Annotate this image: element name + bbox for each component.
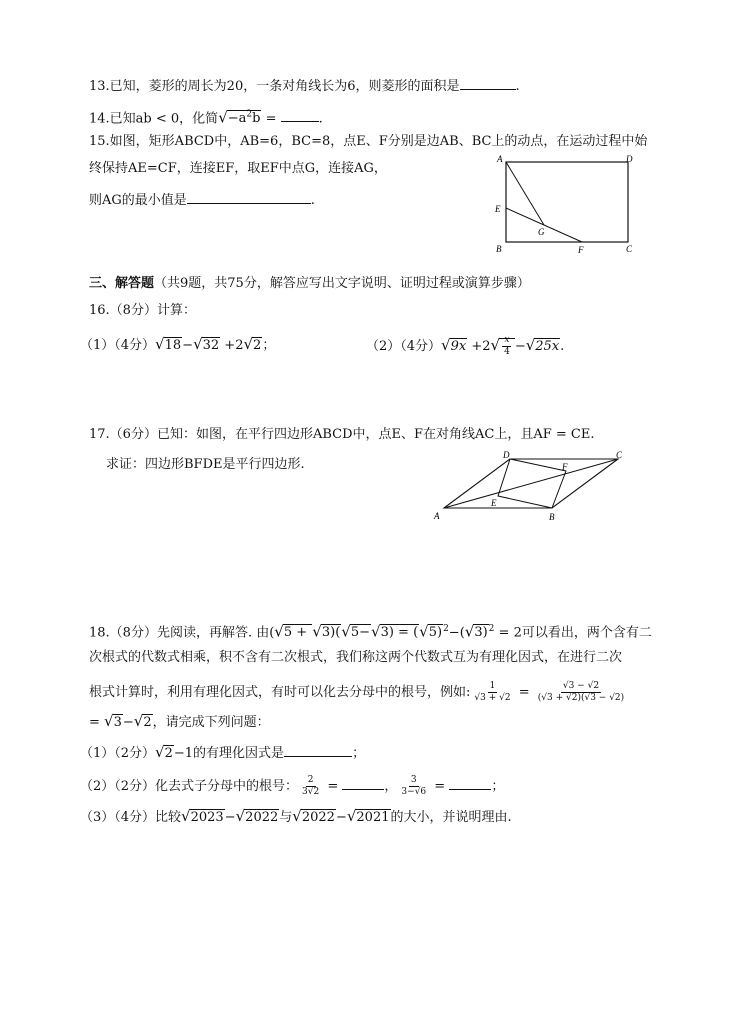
q18-l4-r1: 3 (113, 715, 122, 730)
q18-line-2: 次根式的代数式相乘，积不含有二次根式，我们称这两个代数式互为有理化因式，在进行二次 (89, 650, 623, 665)
q17-line-1: 17.（6分）已知：如图，在平行四边形ABCD中，点E、F在对角线AC上，且AF = CE. (89, 427, 595, 442)
q15-end: . (310, 193, 315, 208)
q18-example-frac-1 (472, 681, 512, 704)
q18-p3-r3: 2022 (301, 810, 335, 825)
q16-p2-den: 4 (504, 347, 510, 357)
q18-l1-h: 3) (474, 625, 488, 641)
sqrt-symbol: √ (243, 335, 254, 353)
q18-l1-c: 3)( (321, 625, 341, 641)
q18-l1-d: 5− (350, 625, 371, 641)
label-d: D (503, 450, 510, 460)
q16-p1-op2: +2 (220, 338, 244, 353)
q18-l4-r2: 2 (143, 715, 152, 730)
q16-p1-rad-2: 32 (202, 338, 220, 353)
q18-l1-e: 3) = ( (380, 625, 419, 641)
q15-answer-blank[interactable] (187, 191, 311, 204)
sqrt-symbol: √ (218, 108, 228, 127)
q18-ex-num2: √3 − √2 (562, 681, 600, 691)
q16-p1-end: ； (262, 338, 276, 353)
section-3-heading (89, 275, 530, 293)
q18-p2-frac-1 (300, 775, 321, 798)
q16-p2-end: . (560, 339, 565, 354)
q15-line-3 (89, 191, 315, 210)
q18-l1-i: = 2可以看出，两个含有二 (494, 625, 652, 641)
q16-p2-frac-rad (499, 335, 515, 357)
q18-p3-m2: − (335, 810, 347, 825)
sqrt-symbol: √ (292, 807, 302, 825)
sqrt-symbol: √ (419, 622, 429, 641)
sqrt-symbol: √ (341, 622, 351, 641)
q18-line-4 (89, 712, 270, 732)
q15-rectangle-figure (490, 152, 640, 258)
q18-p2-f1n: 2 (307, 775, 314, 785)
q13-text: 13.已知，菱形的周长为20，一条对角线长为6，则菱形的面积是 (89, 79, 460, 94)
q13-answer-blank[interactable] (460, 77, 516, 90)
q18-p2-eq2: = (430, 779, 450, 794)
q18-p3-r2: 2022 (245, 810, 279, 825)
segment-ag (506, 162, 544, 225)
q18-p2-mid: ， (384, 779, 398, 794)
sqrt-symbol: √ (133, 712, 144, 730)
q15-line-3-text: 则AG的最小值是 (89, 193, 187, 208)
q18-part-2 (80, 775, 504, 798)
q18-p1-rad: 2 (164, 746, 173, 761)
q16-head: 16.（8分）计算： (89, 303, 196, 318)
question-13 (89, 77, 520, 96)
q14-prefix: 14.已知ab < 0，化简 (89, 111, 219, 127)
q14-end: . (318, 111, 323, 127)
question-14 (89, 106, 323, 128)
q18-l1-a: 18.（8分）先阅读，再解答. 由( (89, 625, 275, 641)
q18-square-2: 2 (488, 624, 495, 634)
q18-p1-end: ； (352, 746, 366, 761)
q18-p2-label: （2）（2分）化去式子分母中的根号： (80, 779, 299, 794)
q16-p1-op1: − (182, 338, 194, 353)
q18-p3-label: （3）（4分）比较 (80, 810, 182, 825)
sqrt-symbol: √ (274, 622, 284, 641)
label-d: D (626, 154, 633, 164)
q18-ex-eq: = (514, 685, 534, 700)
q18-l4-c: ，请完成下列问题： (152, 715, 270, 730)
q18-ex-num1: 1 (489, 681, 496, 691)
q18-p3-m1: − (224, 810, 236, 825)
q18-p3-text: 的大小，并说明理由. (390, 810, 512, 825)
label-e: E (491, 498, 497, 508)
label-c: C (626, 244, 633, 254)
q18-l1-g: −( (448, 625, 465, 641)
q18-p2-f2d: 3−√6 (401, 787, 427, 797)
section-3-title: 三、解答题 (89, 276, 155, 291)
q17-parallelogram-figure (432, 448, 632, 526)
q16-p2-op1: +2 (467, 339, 491, 354)
q18-l4-a: = (89, 715, 105, 730)
sqrt-symbol: √ (312, 622, 322, 641)
q18-p2-frac-2 (399, 775, 428, 798)
sqrt-symbol: √ (441, 336, 451, 354)
label-f: F (562, 462, 568, 472)
q18-p1-label: （1）（2分） (80, 746, 156, 761)
q18-example-frac-2 (536, 681, 626, 704)
q18-l3-text: 根式计算时，利用有理化因式，有时可以化去分母中的根号，例如: (89, 685, 471, 700)
label-b: B (549, 512, 555, 522)
q13-end: . (515, 79, 520, 94)
q14-exponent: 2 (246, 110, 253, 120)
q15-line-1: 15.如图，矩形ABCD中，AB=6，BC=8，点E、F分别是边AB、BC上的动点，在运动过程中始 (89, 134, 648, 149)
q18-p3-r4: 2021 (356, 810, 390, 825)
q16-p2-rad-2: 25x (535, 339, 560, 354)
sqrt-symbol: √ (181, 807, 191, 825)
sqrt-symbol: √ (193, 335, 203, 353)
section-3-desc: （共9题，共75分，解答应写出文字说明、证明过程或演算步骤） (154, 276, 530, 291)
sqrt-symbol: √ (104, 712, 114, 730)
label-e: E (495, 204, 501, 214)
q18-part-3 (80, 807, 512, 827)
q14-radicand-a: −a (227, 111, 247, 127)
q18-ex-den2: (√3 + √2)(√3 − √2) (537, 693, 625, 703)
q14-radicand (227, 110, 262, 126)
q16-p2-fraction (502, 335, 512, 358)
q18-l4-b: − (122, 715, 134, 730)
q18-p1-text: −1的有理化因式是 (173, 746, 285, 761)
q18-p2-end: ； (491, 779, 505, 794)
q16-part-1 (80, 335, 275, 355)
q18-p1-answer-blank[interactable] (284, 744, 352, 757)
q18-l1-f: 5) (428, 625, 443, 641)
label-b: B (496, 244, 502, 254)
q17-line-2: 求证：四边形BFDE是平行四边形. (106, 457, 305, 472)
diagonal-ac (444, 459, 618, 508)
label-a: A (434, 511, 440, 521)
q18-p2-eq1: = (323, 779, 343, 794)
q18-p2-answer-blank-1[interactable] (342, 777, 384, 790)
q18-line-3 (89, 681, 628, 704)
q16-p2-rad-1: 9x (450, 339, 467, 354)
sqrt-symbol: √ (525, 336, 536, 354)
rect-abcd (506, 162, 628, 242)
q16-p1-label: （1）（4分） (80, 338, 156, 353)
sqrt-symbol: √ (490, 336, 501, 354)
q18-part-1 (80, 743, 365, 763)
q14-radicand-b: b (252, 111, 261, 127)
sqrt-symbol: √ (235, 807, 246, 825)
label-g: G (538, 227, 545, 237)
sqrt-symbol: √ (346, 807, 357, 825)
q16-p2-num: x (504, 335, 510, 345)
q18-p2-f2n: 3 (410, 775, 417, 785)
q16-part-2 (366, 335, 564, 358)
sqrt-symbol: √ (155, 743, 165, 761)
label-a: A (497, 154, 503, 164)
q18-ex-den1: √3 + √2 (474, 693, 511, 703)
q18-square-1: 2 (443, 624, 449, 634)
sqrt-symbol: √ (464, 622, 475, 641)
q18-p3-r1: 2023 (190, 810, 224, 825)
q18-p2-answer-blank-2[interactable] (449, 777, 491, 790)
sqrt-symbol: √ (371, 622, 381, 641)
q16-p2-op2: − (514, 339, 526, 354)
label-f: F (578, 245, 584, 255)
q16-p2-label: （2）（4分） (366, 339, 442, 354)
q16-p1-rad-1: 18 (164, 338, 182, 353)
q18-p3-and: 与 (279, 810, 293, 825)
label-c: C (616, 450, 623, 460)
q18-line-1 (89, 620, 652, 642)
q16-p1-rad-3: 2 (253, 338, 262, 353)
q15-line-2: 终保持AE=CF，连接EF，取EF中点G，连接AG， (89, 161, 387, 176)
q18-p2-f1d: 3√2 (302, 787, 320, 797)
q14-answer-blank[interactable] (281, 109, 319, 122)
q18-l1-b: 5 + (283, 625, 312, 641)
sqrt-symbol: √ (155, 335, 165, 353)
q14-equals: = (261, 111, 281, 127)
